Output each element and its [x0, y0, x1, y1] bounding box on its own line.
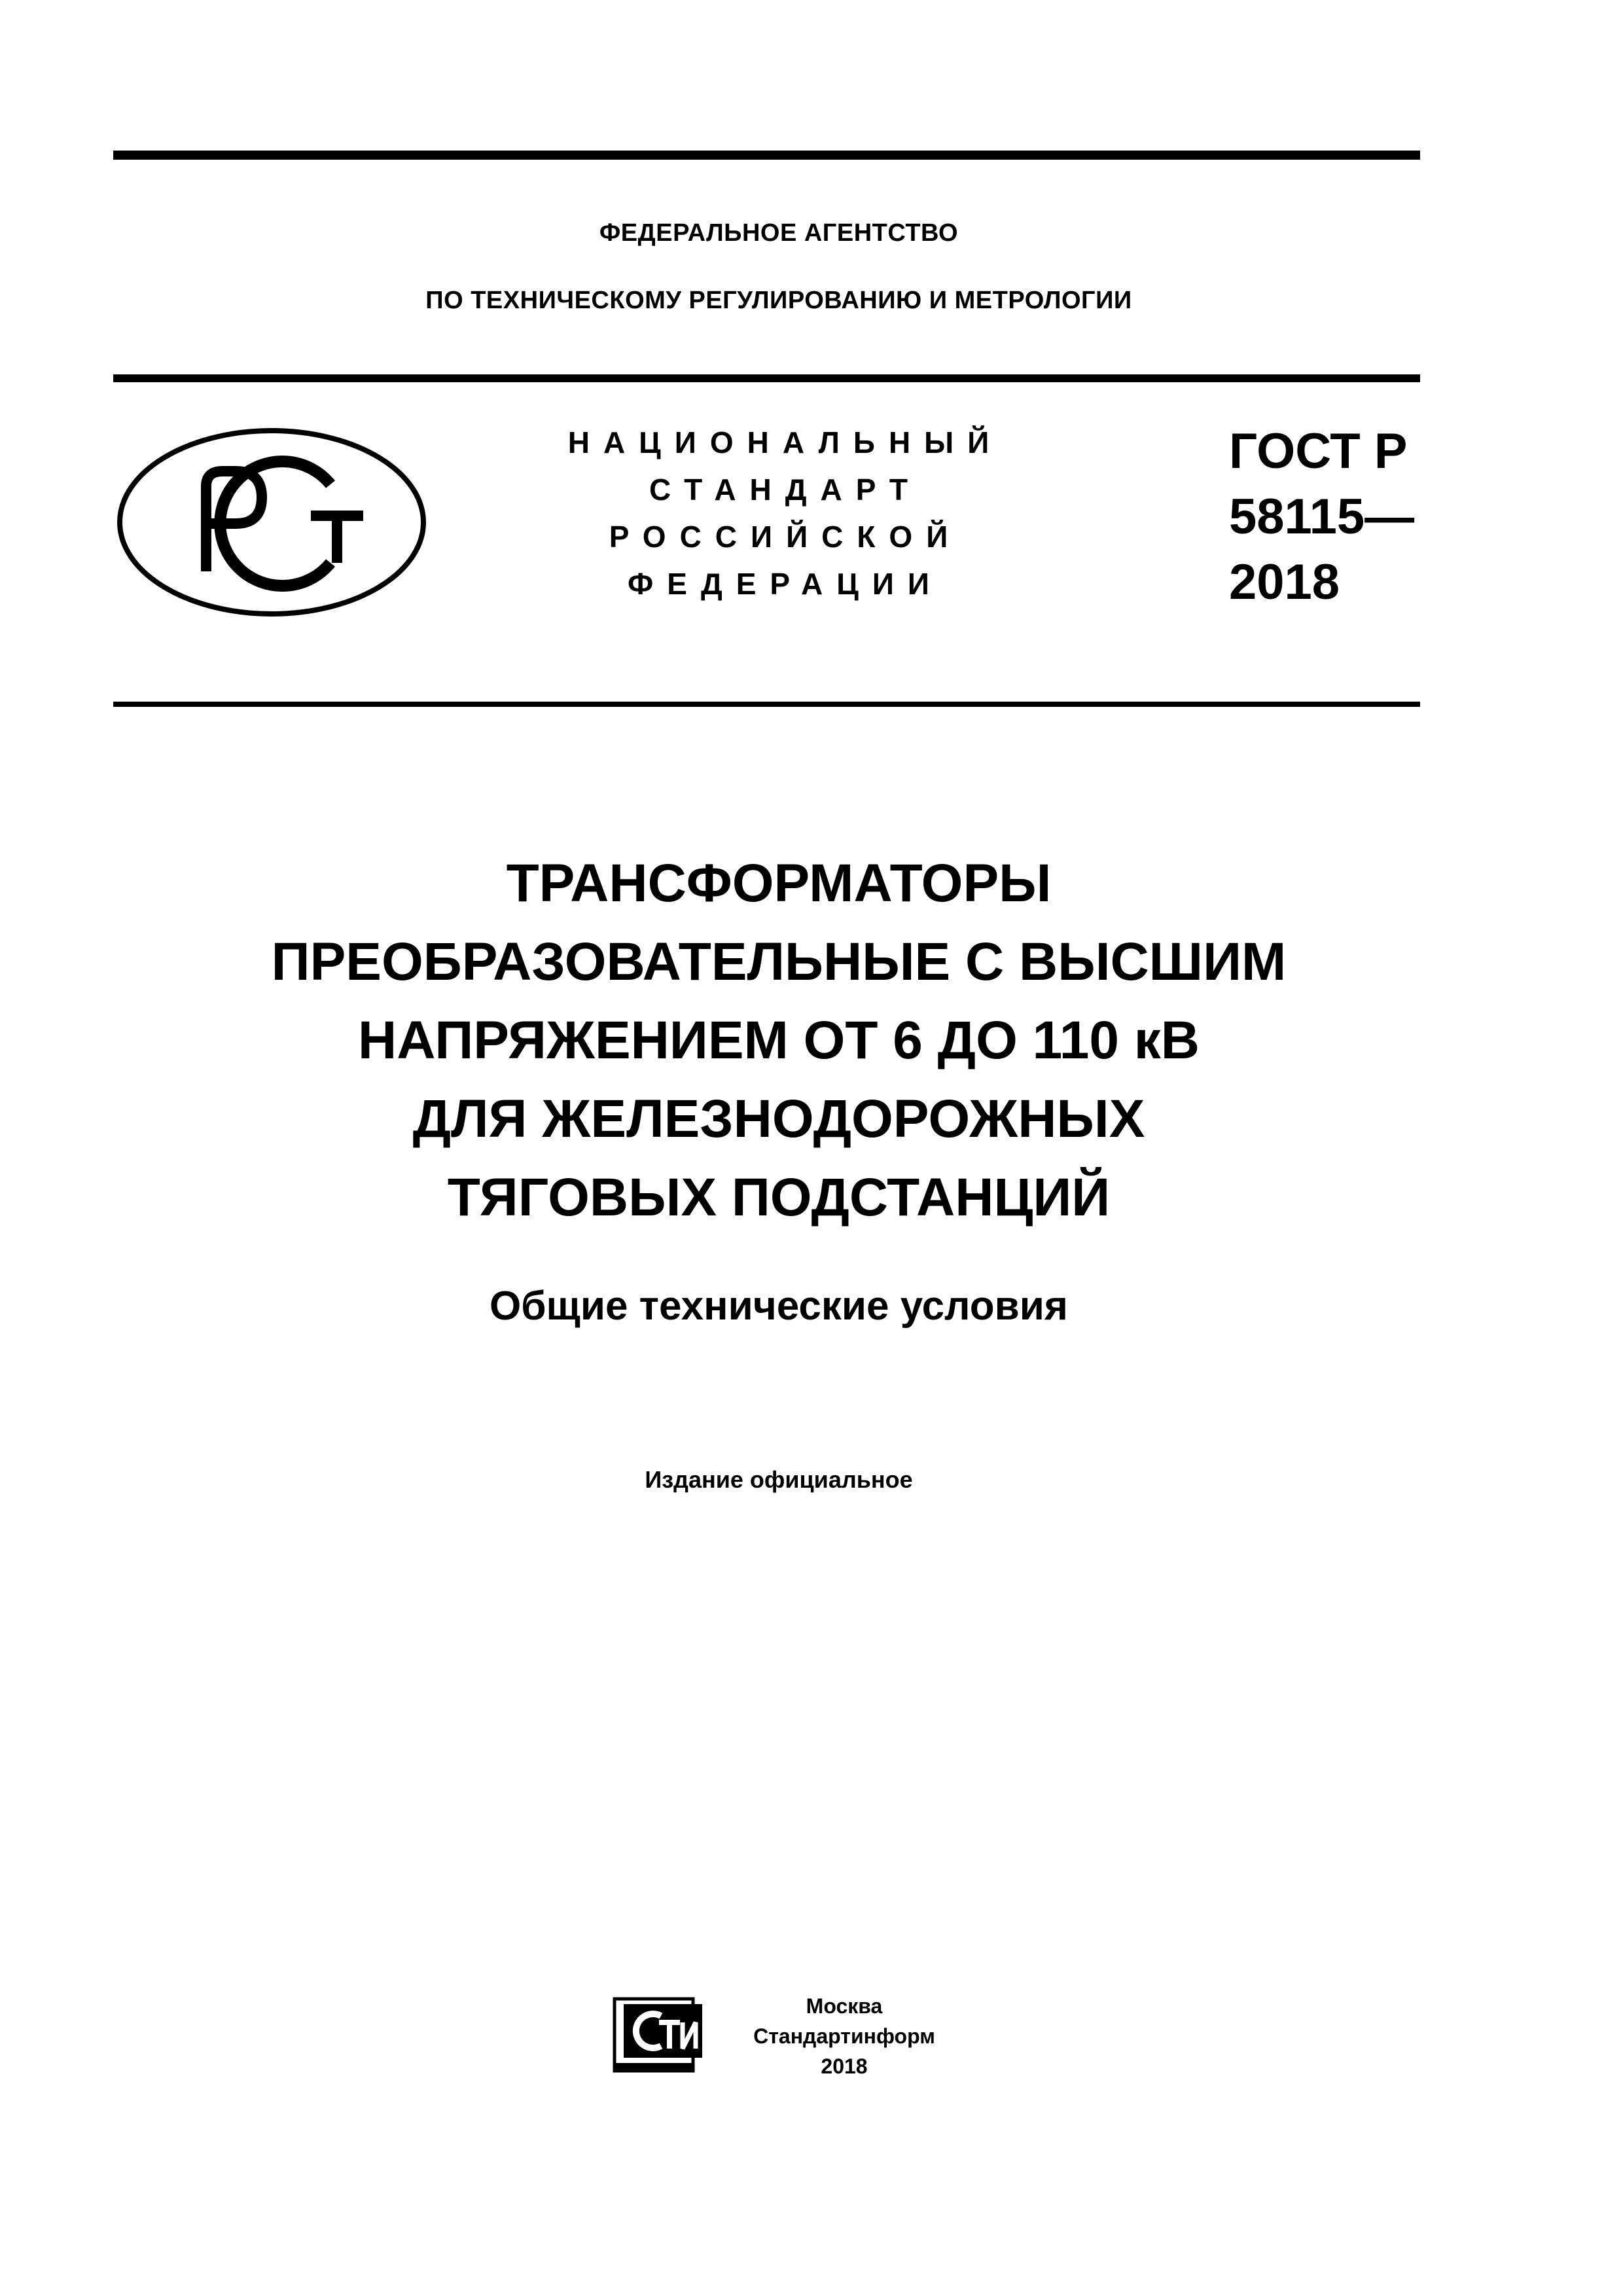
standard-type-line2: СТАНДАРТ [649, 473, 921, 507]
agency-name-line2: ПО ТЕХНИЧЕСКОМУ РЕГУЛИРОВАНИЮ И МЕТРОЛОГИИ [425, 287, 1132, 314]
document-subtitle: Общие технические условия [490, 1283, 1068, 1329]
publisher-name: Стандартинформ [753, 2024, 935, 2048]
edition-label: Издание официальное [645, 1466, 913, 1493]
designation-line1: ГОСТ Р [1229, 423, 1408, 479]
title-line2: ПРЕОБРАЗОВАТЕЛЬНЫЕ С ВЫСШИМ [271, 932, 1287, 992]
title-line1: ТРАНСФОРМАТОРЫ [506, 853, 1052, 913]
standard-type-line1: НАЦИОНАЛЬНЫЙ [567, 425, 1003, 459]
title-line3: НАПРЯЖЕНИЕМ ОТ 6 ДО 110 кВ [358, 1011, 1200, 1070]
rst-certification-mark-icon [115, 424, 429, 620]
publisher-year: 2018 [821, 2054, 868, 2078]
designation-rule [113, 702, 1420, 707]
title-line5: ТЯГОВЫХ ПОДСТАНЦИЙ [447, 1168, 1111, 1227]
header-rule [113, 374, 1420, 382]
title-line4: ДЛЯ ЖЕЛЕЗНОДОРОЖНЫХ [412, 1089, 1145, 1149]
designation-line3: 2018 [1229, 554, 1340, 610]
standartinform-logo-icon [612, 1990, 710, 2073]
standard-type-line4: ФЕДЕРАЦИИ [628, 567, 943, 601]
publisher-city: Москва [806, 1994, 883, 2018]
agency-name-line1: ФЕДЕРАЛЬНОЕ АГЕНТСТВО [599, 219, 959, 247]
document-title [0, 844, 1558, 1237]
top-rule [113, 151, 1420, 160]
publisher-block [746, 1991, 942, 2081]
standard-designation [1229, 419, 1414, 615]
designation-line2: 58115— [1229, 489, 1415, 545]
standard-type-block [550, 419, 1021, 607]
standard-type-line3: РОССИЙСКОЙ [609, 520, 962, 554]
